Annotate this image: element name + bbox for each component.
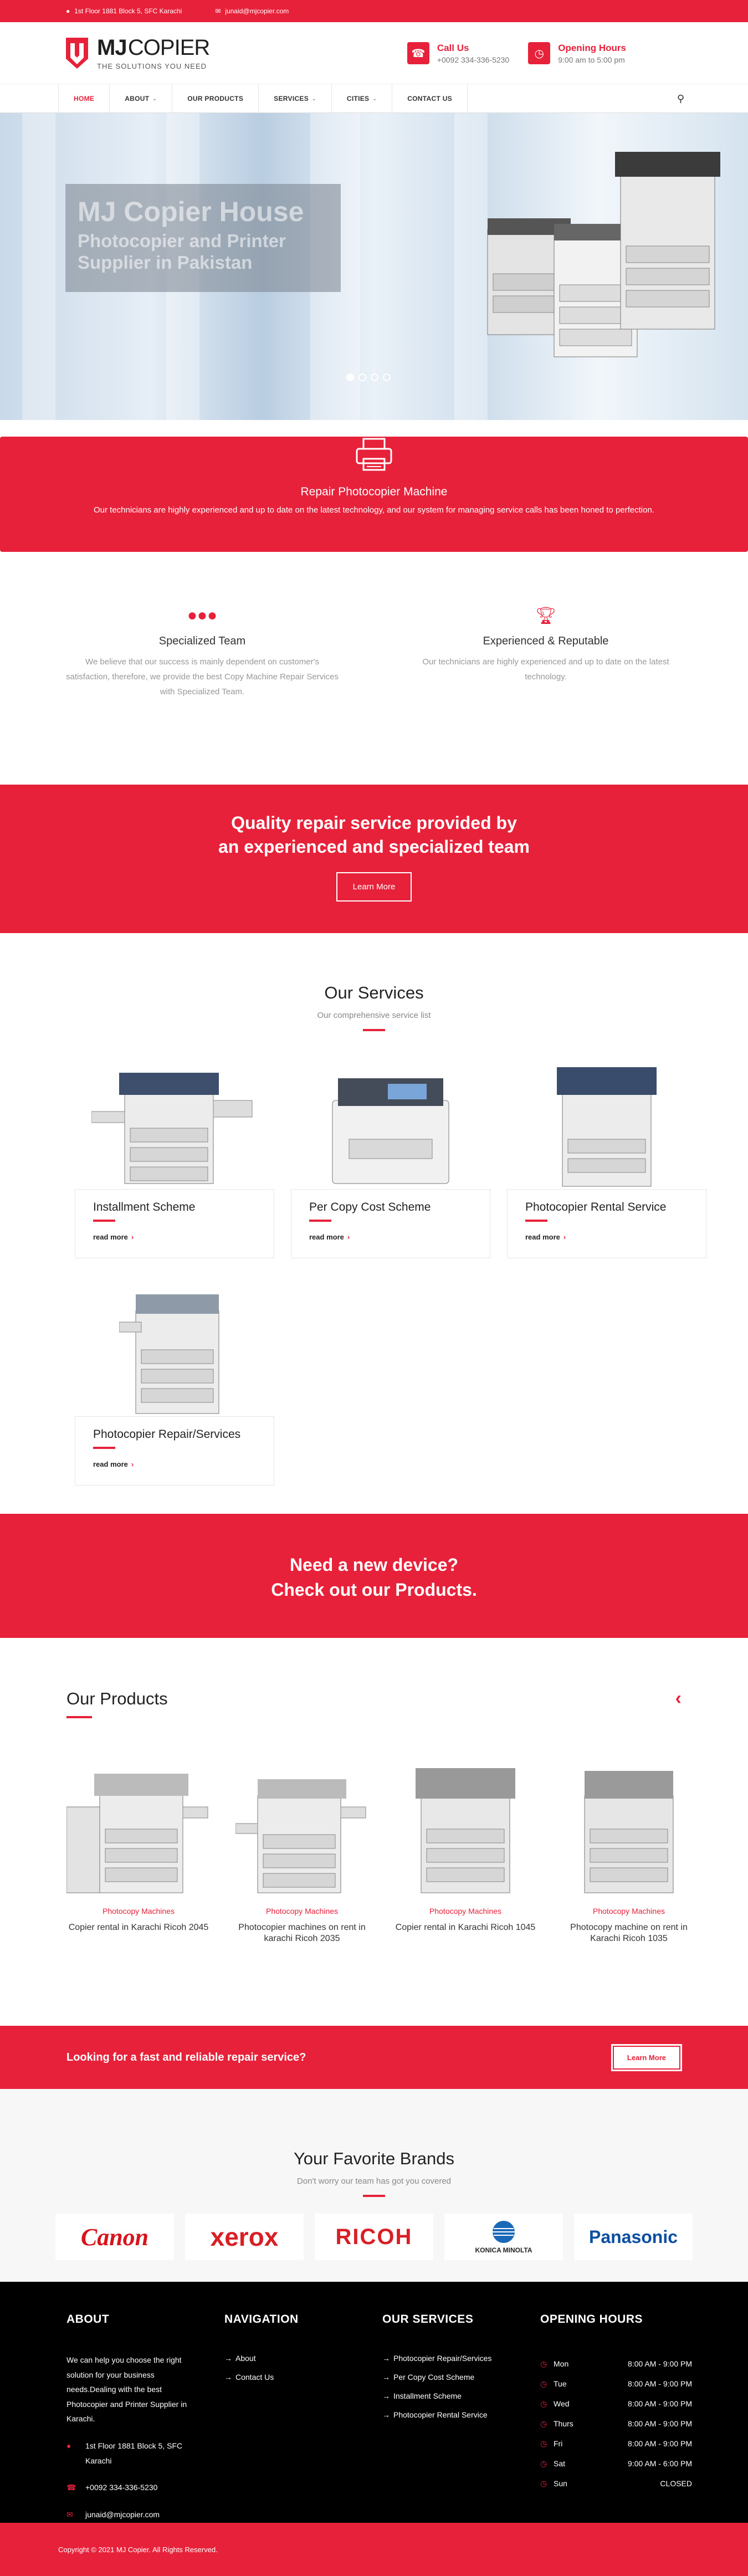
read-more-link[interactable]: read more ›: [525, 1233, 566, 1241]
copier-image: [573, 1757, 684, 1896]
chevron-left-icon[interactable]: ‹: [675, 1688, 682, 1709]
arrow-right-icon: →: [382, 2373, 390, 2382]
copier-image: [551, 1056, 662, 1189]
feature-text: We believe that our success is mainly dependent on customer's satisfaction, therefore, we provide the best Copy Machine Repair Services with Specialized Team.: [66, 657, 339, 697]
cta-learn-more-button[interactable]: Learn More: [612, 2045, 682, 2071]
new-device-banner: [0, 1514, 748, 1638]
printer-icon: [355, 437, 393, 472]
nav-cities[interactable]: CITIES ⌄: [332, 84, 392, 113]
product-card[interactable]: [227, 1746, 377, 1944]
map-pin-icon: ●: [66, 7, 70, 15]
service-card[interactable]: [75, 1275, 274, 1486]
brands-subtitle: Don't worry our team has got you covered: [297, 2176, 451, 2186]
arrow-right-icon: →: [382, 2391, 390, 2400]
product-card[interactable]: [391, 1746, 540, 1944]
product-card[interactable]: [64, 1746, 213, 1944]
footer-about-text: We can help you choose the right solution for your business needs.Dealing with the best Photocopier and Printer Supplier in Karachi.: [66, 2355, 187, 2424]
footer-navigation: [224, 2313, 382, 2522]
clock-icon: ◷: [540, 2399, 547, 2408]
brand-konica-minolta-logo[interactable]: KONICA MINOLTA: [444, 2214, 563, 2260]
product-name[interactable]: Copier rental in Karachi Ricoh 1045: [395, 1923, 536, 1932]
copier-image: [235, 1763, 368, 1896]
copier-image: [399, 1757, 532, 1896]
topbar-address: ● 1st Floor 1881 Block 5, SFC Karachi: [66, 7, 182, 15]
chevron-down-icon: ⌄: [372, 95, 377, 101]
arrow-right-icon: →: [382, 2410, 390, 2419]
envelope-icon: ✉: [66, 2510, 73, 2519]
hours-row: ◷ Mon 8:00 AM - 9:00 PM: [540, 2359, 692, 2368]
call-us[interactable]: [407, 42, 509, 64]
footer-link-contact[interactable]: → Contact Us: [224, 2373, 274, 2382]
clock-icon: ◷: [528, 42, 550, 64]
brand-ricoh-logo[interactable]: RICOH: [315, 2214, 433, 2260]
copier-machines-image: [482, 146, 720, 368]
need-line1: Need a new device?: [289, 1555, 459, 1575]
logo-shield-icon: [64, 37, 90, 70]
footer-nav-heading: NAVIGATION: [224, 2313, 299, 2326]
footer-service-link[interactable]: → Per Copy Cost Scheme: [382, 2373, 475, 2382]
opening-hours-text: 9:00 am to 5:00 pm: [558, 55, 625, 64]
feature-specialized-team: [64, 606, 341, 785]
cta-text: Looking for a fast and reliable repair service?: [66, 2051, 306, 2063]
chevron-right-icon: ›: [131, 1460, 134, 1468]
chevron-right-icon: ›: [563, 1233, 566, 1241]
envelope-icon: ✉: [215, 7, 221, 15]
hours-row: ◷ Thurs 8:00 AM - 9:00 PM: [540, 2419, 692, 2428]
footer-link-about[interactable]: → About: [224, 2354, 256, 2363]
nav-our-products[interactable]: OUR PRODUCTS: [172, 84, 259, 113]
product-name[interactable]: Photocopy machine on rent in Karachi Ricoh 1035: [570, 1923, 688, 1943]
product-name[interactable]: Photocopier machines on rent in karachi Ricoh 2035: [238, 1923, 366, 1943]
copier-image: [66, 1757, 211, 1896]
search-icon[interactable]: ⚲: [677, 93, 684, 104]
clock-icon: ◷: [540, 2439, 547, 2448]
main-nav: [0, 84, 748, 113]
footer-email[interactable]: ✉ junaid@mjcopier.com: [66, 2507, 205, 2522]
opening-hours-title: Opening Hours: [558, 42, 626, 53]
repair-cta: [0, 2026, 748, 2089]
feature-title: Experienced & Reputable: [483, 635, 609, 647]
feature-title: Specialized Team: [158, 635, 246, 647]
logo[interactable]: [64, 37, 209, 70]
footer-hours: [540, 2313, 698, 2522]
copier-image: [321, 1056, 460, 1189]
hours-row: ◷ Fri 8:00 AM - 9:00 PM: [540, 2439, 692, 2448]
konica-minolta-globe-icon: [491, 2220, 516, 2244]
repair-text: Our technicians are highly experienced and up to date on the latest technology, and our system for managing service calls has been honed to perfection.: [93, 505, 654, 515]
hours-row: ◷ Tue 8:00 AM - 9:00 PM: [540, 2379, 692, 2388]
logo-tagline: THE SOLUTIONS YOU NEED: [97, 62, 207, 70]
team-icon: ●●●: [187, 606, 218, 624]
learn-more-button[interactable]: Learn More: [336, 872, 412, 902]
chevron-down-icon: ⌄: [152, 95, 157, 101]
product-category[interactable]: Photocopy Machines: [429, 1907, 501, 1916]
copyright-bar: [0, 2523, 748, 2576]
repair-banner: [0, 437, 748, 552]
footer-about: [66, 2313, 224, 2522]
footer-address: ● 1st Floor 1881 Block 5, SFC Karachi: [66, 2439, 205, 2468]
nav-contact-us[interactable]: CONTACT US: [392, 84, 468, 113]
services-title: Our Services: [324, 983, 424, 1002]
product-card[interactable]: [554, 1746, 704, 1944]
footer-hours-heading: OPENING HOURS: [540, 2313, 643, 2326]
arrow-right-icon: →: [224, 2373, 232, 2382]
chevron-right-icon: ›: [131, 1233, 134, 1241]
services-section: [0, 933, 748, 1514]
footer-about-heading: ABOUT: [66, 2313, 110, 2326]
services-subtitle: Our comprehensive service list: [317, 1011, 431, 1020]
nav-home[interactable]: HOME: [58, 84, 110, 113]
hero-subtitle: Photocopier and Printer Supplier in Pakistan: [78, 230, 286, 273]
top-bar: [0, 0, 748, 22]
footer-phone[interactable]: ☎ +0092 334-336-5230: [66, 2480, 205, 2495]
arrow-right-icon: →: [224, 2354, 232, 2363]
call-us-title: Call Us: [437, 42, 469, 53]
repair-title: Repair Photocopier Machine: [300, 485, 448, 498]
slider-dot[interactable]: [346, 373, 354, 381]
phone-icon: ☎: [407, 42, 429, 64]
slider-dot[interactable]: [358, 373, 366, 381]
call-us-number[interactable]: +0092 334-336-5230: [437, 55, 510, 64]
brand-xerox-logo[interactable]: xerox: [185, 2214, 304, 2260]
clock-icon: ◷: [540, 2379, 547, 2388]
service-title: Installment Scheme: [93, 1201, 196, 1213]
service-title: Photocopier Repair/Services: [93, 1428, 241, 1441]
product-category[interactable]: Photocopy Machines: [593, 1907, 665, 1916]
hero-title: MJ Copier House: [78, 196, 304, 227]
copyright-text: Copyright © 2021 MJ Copier. All Rights Reserved.: [58, 2545, 218, 2554]
hero-slider: [0, 113, 748, 420]
brands-section: [0, 2089, 748, 2282]
chevron-right-icon: ›: [347, 1233, 350, 1241]
service-card[interactable]: [75, 1048, 274, 1258]
copier-image: [119, 1283, 230, 1416]
features-section: [0, 552, 748, 785]
slider-dot[interactable]: [371, 373, 378, 381]
read-more-link[interactable]: read more ›: [93, 1233, 134, 1241]
slider-dots: [346, 373, 391, 381]
logo-mj: MJ: [97, 35, 127, 60]
site-header: [0, 22, 748, 84]
logo-copier: COPIER: [127, 35, 210, 60]
read-more-link[interactable]: read more ›: [93, 1460, 134, 1468]
slider-dot[interactable]: [383, 373, 391, 381]
map-pin-icon: ●: [66, 2441, 71, 2450]
products-title: Our Products: [66, 1688, 168, 1708]
product-category[interactable]: Photocopy Machines: [103, 1907, 175, 1916]
feature-text: Our technicians are highly experienced and up to date on the latest technology.: [422, 657, 669, 682]
quality-banner: [0, 785, 748, 933]
site-footer: [0, 2282, 748, 2523]
brands-title: Your Favorite Brands: [293, 2149, 455, 2168]
nav-about[interactable]: ABOUT ⌄: [110, 84, 172, 113]
product-name[interactable]: Copier rental in Karachi Ricoh 2045: [68, 1923, 209, 1932]
clock-icon: ◷: [540, 2478, 547, 2488]
arrow-right-icon: →: [382, 2354, 390, 2363]
hours-row: ◷ Sat 9:00 AM - 6:00 PM: [540, 2459, 692, 2468]
service-title: Per Copy Cost Scheme: [309, 1201, 431, 1213]
brand-canon-logo[interactable]: Canon: [55, 2214, 174, 2260]
footer-services: [382, 2313, 540, 2522]
topbar-email[interactable]: ✉ junaid@mjcopier.com: [215, 7, 289, 15]
footer-services-heading: OUR SERVICES: [382, 2313, 474, 2326]
brand-panasonic-logo[interactable]: Panasonic: [574, 2214, 693, 2260]
products-section: [0, 1638, 748, 2026]
opening-hours: [528, 42, 626, 64]
clock-icon: ◷: [540, 2459, 547, 2468]
hours-row: ◷ Wed 8:00 AM - 9:00 PM: [540, 2399, 692, 2408]
product-category[interactable]: Photocopy Machines: [266, 1907, 338, 1916]
trophy-icon: 🏆︎: [535, 607, 557, 625]
footer-service-link[interactable]: → Installment Scheme: [382, 2391, 462, 2400]
read-more-link[interactable]: read more ›: [309, 1233, 350, 1241]
hours-row: ◷ Sun CLOSED: [540, 2478, 692, 2488]
hero-caption: [65, 184, 341, 292]
service-card[interactable]: [291, 1048, 490, 1258]
feature-experienced: [407, 606, 684, 785]
need-line2: Check out our Products.: [271, 1579, 477, 1600]
copier-image: [91, 1056, 258, 1189]
clock-icon: ◷: [540, 2419, 547, 2428]
service-title: Photocopier Rental Service: [525, 1201, 667, 1213]
nav-services[interactable]: SERVICES ⌄: [259, 84, 332, 113]
quality-title: Quality repair service provided by an experienced and specialized team: [218, 813, 530, 857]
clock-icon: ◷: [540, 2359, 547, 2368]
footer-service-link[interactable]: → Photocopier Repair/Services: [382, 2354, 492, 2363]
chevron-down-icon: ⌄: [312, 95, 316, 101]
footer-service-link[interactable]: → Photocopier Rental Service: [382, 2410, 488, 2419]
phone-icon: ☎: [66, 2483, 76, 2492]
service-card[interactable]: [507, 1048, 706, 1258]
